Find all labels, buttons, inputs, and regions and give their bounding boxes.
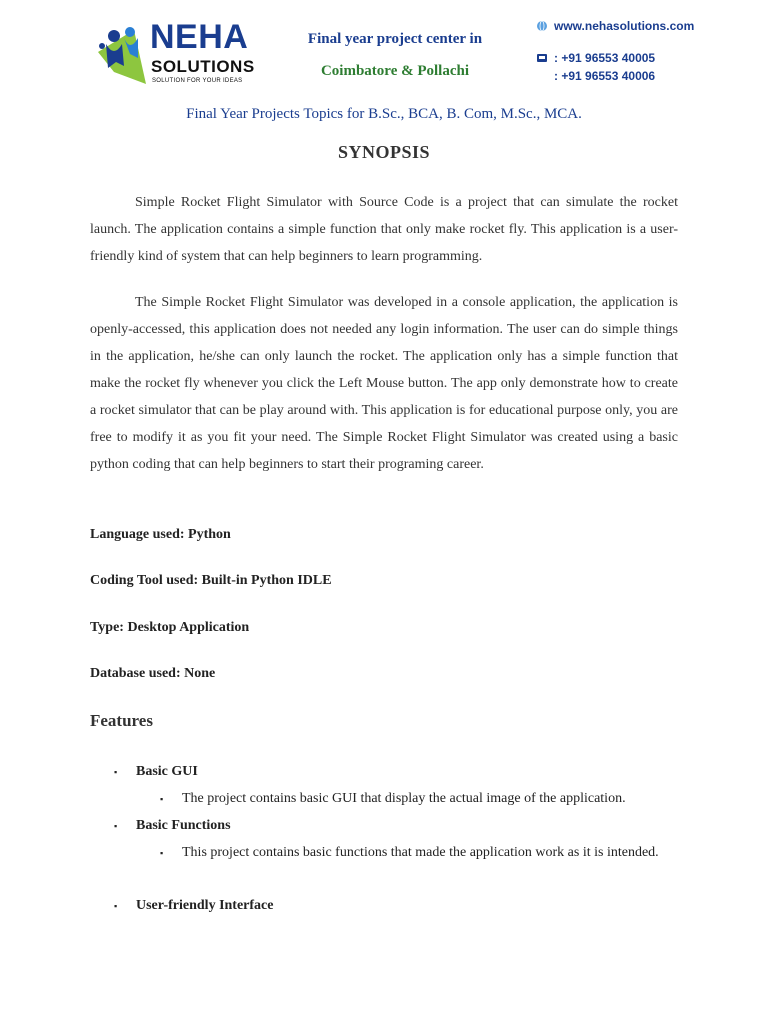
features-heading: Features <box>90 711 153 730</box>
brand-tagline: SOLUTION FOR YOUR IDEAS <box>152 78 243 84</box>
bullet-icon: ▪ <box>114 821 118 831</box>
phone-row-1 <box>536 50 655 66</box>
database-used: Database used: None <box>90 666 216 681</box>
bullet-icon: ▪ <box>114 767 118 777</box>
feature-item <box>114 813 231 839</box>
phone-row-2 <box>536 68 655 84</box>
website-link[interactable]: www.nehasolutions.com <box>554 19 695 33</box>
synopsis-paragraph-1: Simple Rocket Flight Simulator with Source Code is a project that can simulate the rocket launch. The application contains a simple function that only make rocket fly. This application is a user-friendly kind of system that can help beginners to learn programming. <box>90 195 678 264</box>
brand-name-line2: SOLUTIONS <box>151 57 255 76</box>
phone-icon <box>536 52 548 64</box>
header-center-text <box>300 30 490 80</box>
application-type: Type: Desktop Application <box>90 620 250 635</box>
feature-detail <box>160 840 680 866</box>
bullet-icon: ▪ <box>114 901 118 911</box>
globe-icon <box>536 20 548 32</box>
language-used: Language used: Python <box>90 527 231 542</box>
website-row <box>536 18 694 34</box>
feature-title: User-friendly Interface <box>136 898 274 913</box>
header-center-line1: Final year project center in <box>307 31 483 47</box>
people-logo-icon <box>94 22 150 88</box>
phone-number-1: : +91 96553 40005 <box>554 51 656 65</box>
feature-detail-text: This project contains basic functions that made the application work as it is intended. <box>182 845 659 860</box>
bullet-icon: ▪ <box>160 794 164 804</box>
phone-number-2: : +91 96553 40006 <box>554 69 656 83</box>
document-title: SYNOPSIS <box>337 142 431 162</box>
feature-detail-text: The project contains basic GUI that display the actual image of the application. <box>182 791 626 806</box>
page-header <box>0 0 768 100</box>
brand-name-line1: NEHA <box>150 18 249 56</box>
document-subtitle: Final Year Projects Topics for B.Sc., BCA, B. Com, M.Sc., MCA. <box>186 106 582 122</box>
synopsis-paragraph-2: The Simple Rocket Flight Simulator was developed in a console application, the application is openly-accessed, this application does not needed any login information. The user can do simple things in the application, he/she can only launch the rocket. The application only has a simple function that make the rocket fly whenever you click the Left Mouse button. The app only demonstrate how to create a rocket simulator that can be play around with. This application is for educational purpose only, you are free to modify it as you fit your need. The Simple Rocket Flight Simulator was created using a basic python coding that can help beginners to start their programing career. <box>90 295 678 472</box>
feature-item <box>114 759 198 785</box>
feature-item <box>114 893 273 919</box>
feature-detail <box>160 786 680 812</box>
feature-title: Basic GUI <box>136 764 198 779</box>
neha-solutions-logo <box>94 18 254 92</box>
bullet-icon: ▪ <box>160 848 164 858</box>
header-center-line2: Coimbatore & Pollachi <box>320 63 470 79</box>
coding-tool-used: Coding Tool used: Built-in Python IDLE <box>90 573 332 588</box>
feature-title: Basic Functions <box>136 818 231 833</box>
